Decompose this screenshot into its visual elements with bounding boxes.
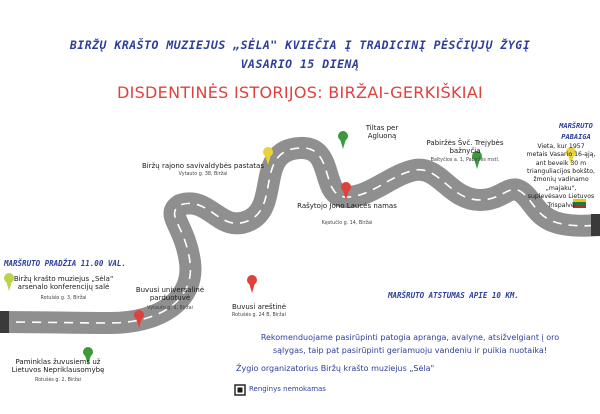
stop-5-name: Biržų rajono savivaldybės pastatas: [141, 162, 264, 170]
stop-7-name: Rašytojo Jono Laucės namas: [297, 202, 397, 210]
stop-9-description: Vieta, kur 1957 metais Vasario 16-ąją, ant beveik 30 m trianguliacijos bokšto, žmonių vadinamo „majaku", suplevėsavo Lietuvos Trispalvė: [526, 143, 596, 209]
recommendation-line1: Rekomenduojame pasirūpinti patogia apranga, avalyne, atsižvelgiant į oro: [260, 333, 560, 342]
stop-3-name: Buvusi universalinė parduotuvė: [135, 286, 205, 303]
route-start-label: MARŠRUTO PRADŽIA 11.00 VAL.: [4, 259, 126, 268]
header-line2: VASARIO 15 DIENĄ: [240, 57, 360, 71]
stop-6-name: Tiltas per Agluoną: [365, 124, 399, 141]
stop-1-name: Biržų krašto muziejus „Sėla" arsenalo konferencijų salė: [13, 275, 114, 292]
page-title: DISDENTINĖS ISTORIJOS: BIRŽAI-GERKIŠKIAI: [116, 83, 484, 102]
stop-2-name: Paminklas žuvusiems už Lietuvos Nepriklausomybę: [11, 358, 105, 375]
route-end-label-1: MARŠRUTO: [559, 122, 593, 130]
route-end-label-2: PABAIGA: [561, 133, 591, 141]
recommendation-line2: sąlygas, taip pat pasirūpinti geriamuoju vandeniu ir puikia nuotaika!: [272, 346, 548, 355]
stop-7-address: Kęstučio g. 14, Biržai: [321, 221, 373, 226]
stop-8-address: Baltyčios a. 1, Pabiržės mstl.: [430, 158, 500, 163]
stop-8-name: Pabiržės Švč. Trejybės bažnyčia: [426, 139, 504, 156]
stop-4-name: Buvusi areštinė: [231, 303, 287, 311]
stop-2-address: Rotušės g. 2, Biržai: [34, 378, 82, 383]
route-distance: MARŠRUTO ATSTUMAS APIE 10 KM.: [388, 291, 519, 300]
stop-1-address: Rotušės g. 3, Biržai: [40, 296, 87, 301]
stop-3-address: Vytauto g. 9, Biržai: [147, 306, 193, 311]
free-event-text: Renginys nemokamas: [249, 385, 326, 393]
stop-4-address: Rotušės g. 24 B, Biržai: [232, 313, 286, 318]
stop-5-address: Vytauto g. 38, Biržai: [178, 172, 228, 177]
organizer-text: Žygio organizatorius Biržų krašto muziejus „Sėla": [236, 364, 435, 373]
header-line1: BIRŽŲ KRAŠTO MUZIEJUS „SĖLA" KVIEČIA Į TRADICINĮ PĖSČIŲJŲ ŽYGĮ: [69, 38, 531, 52]
